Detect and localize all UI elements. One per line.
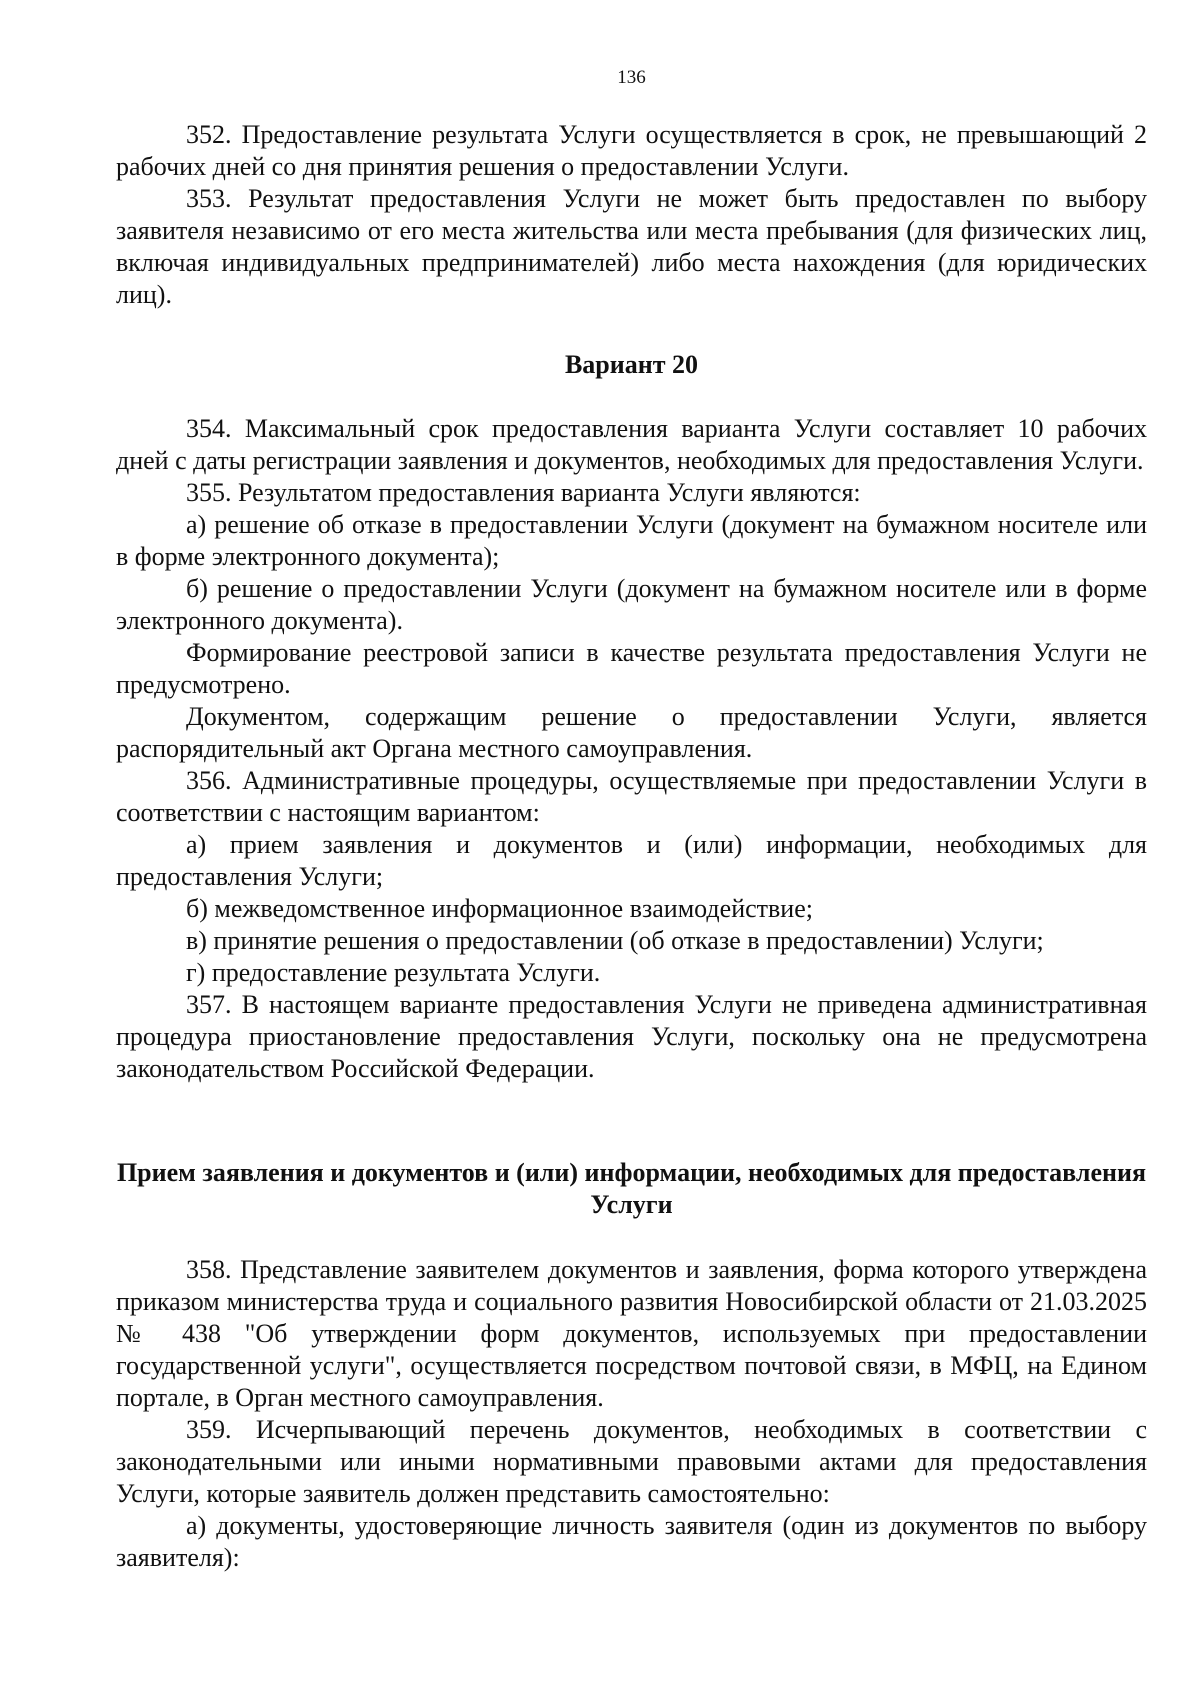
heading-variant	[116, 349, 1147, 381]
paragraph-355: 355. Результатом предоставления варианта Услуги являются:	[186, 478, 861, 507]
paragraph-356: 356. Административные процедуры, осуществляемые при предоставлении Услуги в соответствии с настоящим вариантом:	[116, 766, 1147, 827]
paragraph-353: 353. Результат предоставления Услуги не может быть предоставлен по выбору заявителя независимо от его места жительства или места пребывания (для физических лиц, включая индивидуальных предпринимателей) либо места нахождения (для юридических лиц).	[116, 184, 1147, 309]
page-number: 136	[617, 67, 646, 88]
paragraph-359: 359. Исчерпывающий перечень документов, необходимых в соответствии с законодательными или иными нормативными правовыми актами для предоставления Услуги, которые заявитель должен представить самостоятельно:	[116, 1415, 1147, 1508]
section-heading-reception: Прием заявления и документов и (или) информации, необходимых для предоставления Услуги	[116, 1158, 1147, 1219]
section-variant-20	[116, 413, 1147, 1085]
section-reception	[116, 1254, 1147, 1574]
paragraph-357: 357. В настоящем варианте предоставления Услуги не приведена административная процедура приостановление предоставления Услуги, поскольку она не предусмотрена законодательством Российской Федерации.	[116, 990, 1147, 1083]
section-intro	[116, 119, 1147, 311]
paragraph-352: 352. Предоставление результата Услуги осуществляется в срок, не превышающий 2 рабочих дней со дня принятия решения о предоставлении Услуги.	[116, 120, 1147, 181]
list-item-356-c: в) принятие решения о предоставлении (об отказе в предоставлении) Услуги;	[186, 926, 1044, 955]
list-item-356-a: а) прием заявления и документов и (или) информации, необходимых для предоставления Услуги;	[116, 830, 1147, 891]
heading-reception	[116, 1157, 1147, 1221]
list-item-355-b: б) решение о предоставлении Услуги (документ на бумажном носителе или в форме электронного документа).	[116, 574, 1147, 635]
paragraph-358: 358. Представление заявителем документов и заявления, форма которого утверждена приказом министерства труда и социального развития Новосибирской области от 21.03.2025 № 438 "Об утверждении форм документов, используемых при предоставлении государственной услуги", осуществляется посредством почтовой связи, в МФЦ, на Едином портале, в Орган местного самоуправления.	[116, 1255, 1147, 1412]
paragraph-decision-document: Документом, содержащим решение о предоставлении Услуги, является распорядительный акт Органа местного самоуправления.	[116, 702, 1147, 763]
list-item-356-d: г) предоставление результата Услуги.	[186, 958, 601, 987]
paragraph-354: 354. Максимальный срок предоставления варианта Услуги составляет 10 рабочих дней с даты регистрации заявления и документов, необходимых для предоставления Услуги.	[116, 414, 1147, 475]
section-heading-variant-20: Вариант 20	[564, 350, 699, 379]
list-item-356-b: б) межведомственное информационное взаимодействие;	[186, 894, 813, 923]
list-item-355-a: а) решение об отказе в предоставлении Услуги (документ на бумажном носителе или в форме электронного документа);	[116, 510, 1147, 571]
paragraph-registry-record: Формирование реестровой записи в качестве результата предоставления Услуги не предусмотрено.	[116, 638, 1147, 699]
list-item-359-a: а) документы, удостоверяющие личность заявителя (один из документов по выбору заявителя):	[116, 1511, 1147, 1572]
